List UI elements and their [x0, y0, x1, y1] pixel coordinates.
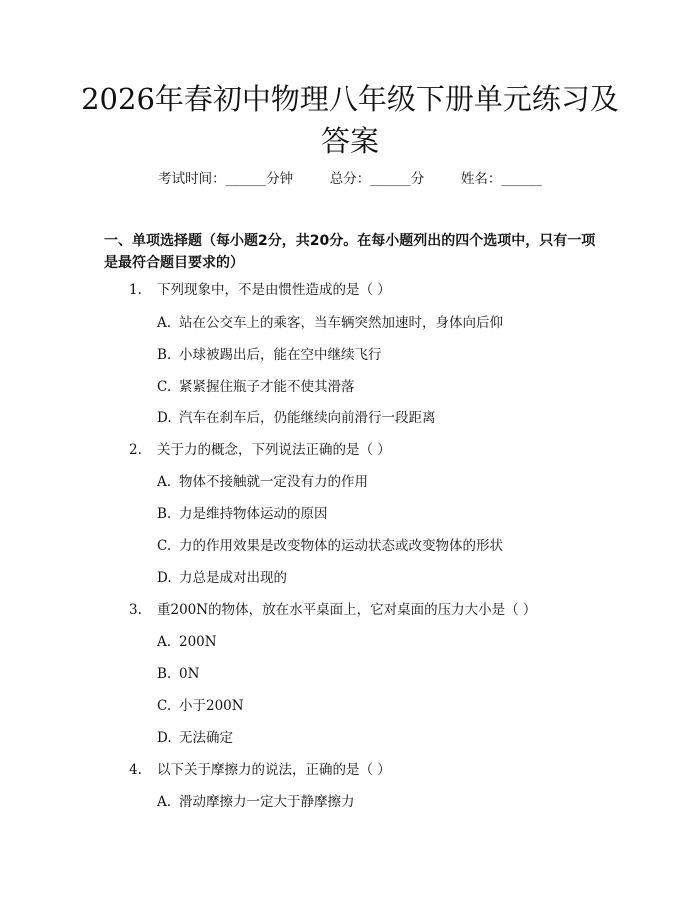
option-letter: A. [157, 474, 172, 490]
option-text: 滑动摩擦力一定大于静摩擦力 [179, 794, 355, 810]
option-text: 小于200N [179, 698, 244, 714]
option-text: 力是维持物体运动的原因 [179, 506, 328, 522]
exam-time-label: 考试时间： [158, 171, 226, 187]
option-item [157, 696, 244, 716]
question-stem [129, 440, 391, 460]
option-letter: B. [157, 666, 172, 682]
question-stem [129, 760, 391, 780]
question-stem [129, 280, 391, 300]
exam-time-unit: 分钟 [266, 171, 294, 187]
option-item [157, 472, 368, 492]
question-number: 2. [129, 442, 142, 458]
exam-time-blank: ______ [225, 171, 267, 187]
question-stem [129, 600, 536, 620]
option-text: 汽车在刹车后，仍能继续向前滑行一段距离 [179, 410, 436, 426]
option-text: 200N [179, 634, 217, 650]
section-heading: 一、单项选择题（每小题2分，共20分。在每小题列出的四个选项中，只有一项是最符合题目要求的） [104, 233, 596, 271]
exam-info-line [0, 169, 700, 189]
question-text: 下列现象中，不是由惯性造成的是（ ） [157, 282, 391, 298]
option-text: 力的作用效果是改变物体的运动状态或改变物体的形状 [179, 538, 503, 554]
option-letter: C. [157, 538, 172, 554]
option-item [157, 536, 503, 556]
question-text: 关于力的概念，下列说法正确的是（ ） [157, 442, 391, 458]
page-title: 2026年春初中物理八年级下册单元练习及答案 [81, 82, 619, 158]
option-item [157, 377, 355, 397]
option-item [157, 345, 382, 365]
name-blank: ______ [501, 171, 542, 187]
question-number: 3. [129, 602, 142, 618]
option-letter: D. [157, 410, 172, 426]
option-letter: A. [157, 315, 172, 331]
option-text: 小球被踢出后，能在空中继续飞行 [179, 347, 382, 363]
option-letter: C. [157, 379, 172, 395]
total-score-blank: ______ [370, 171, 411, 187]
option-item [157, 632, 217, 652]
option-letter: C. [157, 698, 172, 714]
option-item [157, 408, 436, 428]
name-label: 姓名： [460, 171, 502, 187]
question-number: 4. [129, 762, 142, 778]
option-item [157, 664, 199, 684]
option-text: 0N [179, 666, 200, 682]
question-text: 重200N的物体，放在水平桌面上，它对桌面的压力大小是（ ） [157, 602, 537, 618]
option-letter: A. [157, 634, 172, 650]
option-letter: B. [157, 347, 172, 363]
option-item [157, 504, 328, 524]
total-score-label: 总分： [329, 171, 371, 187]
option-letter: A. [157, 794, 172, 810]
option-letter: B. [157, 506, 172, 522]
option-text: 力总是成对出现的 [179, 570, 287, 586]
total-score-unit: 分 [410, 171, 425, 187]
option-text: 站在公交车上的乘客，当车辆突然加速时，身体向后仰 [179, 315, 503, 331]
option-item [157, 568, 287, 588]
option-text: 紧紧握住瓶子才能不使其滑落 [179, 379, 355, 395]
option-item [157, 728, 233, 748]
option-letter: D. [157, 730, 172, 746]
option-item [157, 313, 503, 333]
option-letter: D. [157, 570, 172, 586]
question-number: 1. [129, 282, 142, 298]
option-text: 物体不接触就一定没有力的作用 [179, 474, 368, 490]
option-item [157, 792, 355, 812]
option-text: 无法确定 [179, 730, 233, 746]
question-text: 以下关于摩擦力的说法，正确的是（ ） [157, 762, 391, 778]
